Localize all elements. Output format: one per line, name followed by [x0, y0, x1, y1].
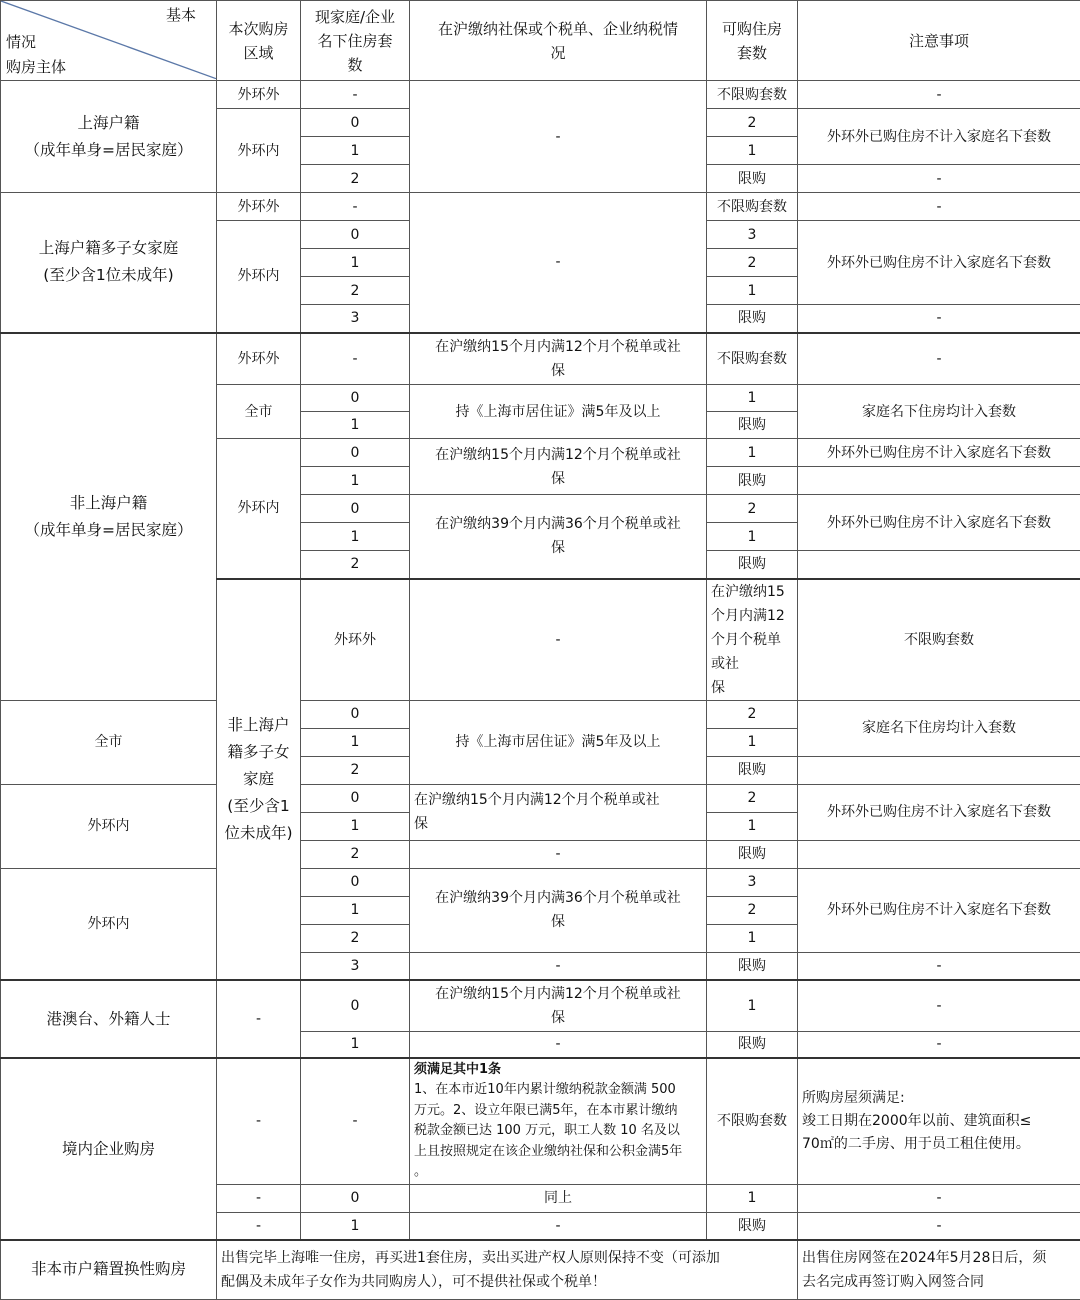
allowed-cell: 1	[707, 812, 798, 840]
area-cell: 外环外	[217, 333, 301, 385]
note-cell: -	[798, 952, 1080, 980]
note-cell: 外环外已购住房不计入家庭名下套数	[798, 109, 1080, 165]
allowed-cell: 1	[707, 924, 798, 952]
table-row	[1, 784, 1080, 812]
condition-cell: -	[410, 840, 707, 868]
condition-cell: 持《上海市居住证》满5年及以上	[410, 700, 707, 784]
allowed-cell: 3	[707, 868, 798, 896]
table-row	[1, 980, 1080, 1031]
count-cell: 1	[301, 1212, 410, 1240]
count-cell: 0	[301, 700, 410, 728]
corner-label-mid: 情况	[6, 32, 36, 52]
allowed-cell: 2	[707, 700, 798, 728]
allowed-cell: 3	[707, 221, 798, 249]
count-cell: 1	[301, 412, 410, 439]
allowed-cell: 限购	[707, 952, 798, 980]
area-cell: -	[217, 1184, 301, 1212]
group-non-local-swap: 非本市户籍置换性购房	[1, 1240, 217, 1299]
allowed-cell: 限购	[707, 467, 798, 495]
count-cell: 0	[301, 385, 410, 412]
count-cell: 2	[301, 551, 410, 579]
corner-label-bottom: 购房主体	[6, 57, 66, 77]
count-cell: -	[301, 81, 410, 109]
note-cell-empty	[798, 756, 1080, 784]
note-cell-empty	[798, 467, 1080, 495]
allowed-cell: 限购	[707, 412, 798, 439]
area-cell: 外环内	[217, 439, 301, 579]
count-cell: 2	[301, 756, 410, 784]
area-cell: 外环内	[1, 868, 217, 980]
enterprise-note-cell: 所购房屋须满足: 竣工日期在2000年以前、建筑面积≤ 70㎡的二手房、用于员工租住使用。	[798, 1058, 1080, 1184]
count-cell: 0	[301, 109, 410, 137]
group-shanghai-multichild: 上海户籍多子女家庭 (至少含1位未成年)	[1, 193, 217, 333]
allowed-cell: 1	[707, 277, 798, 305]
condition-cell: 在沪缴纳39个月内满36个月个税单或社 保	[410, 868, 707, 952]
allowed-cell: 1	[707, 385, 798, 412]
condition-cell: 在沪缴纳15个月内满12个月个税单或社 保	[707, 579, 798, 701]
count-cell: 1	[301, 812, 410, 840]
count-cell: 2	[301, 165, 410, 193]
area-cell: 全市	[1, 700, 217, 784]
note-cell: 外环外已购住房不计入家庭名下套数	[798, 868, 1080, 952]
area-cell: 外环外	[217, 81, 301, 109]
allowed-cell: 2	[707, 784, 798, 812]
swap-condition-cell: 出售完毕上海唯一住房，再买进1套住房，卖出买进产权人原则保持不变（可添加 配偶及未成年子女作为共同购房人），可不提供社保或个税单！	[217, 1240, 798, 1299]
condition-cell: 在沪缴纳15个月内满12个月个税单或社 保	[410, 333, 707, 385]
table-row	[1, 333, 1080, 385]
allowed-cell: 限购	[707, 551, 798, 579]
table-row	[1, 193, 1080, 221]
condition-cell: 在沪缴纳15个月内满12个月个税单或社 保	[410, 980, 707, 1031]
condition-cell: 同上	[410, 1184, 707, 1212]
condition-cell: -	[410, 193, 707, 333]
group-hk-macau-taiwan-foreign: 港澳台、外籍人士	[1, 980, 217, 1058]
count-cell: 0	[301, 439, 410, 467]
count-cell: 0	[301, 1184, 410, 1212]
area-cell: 外环内	[217, 221, 301, 333]
count-cell: 2	[301, 840, 410, 868]
allowed-cell: 1	[707, 980, 798, 1031]
table-row	[1, 1240, 1080, 1299]
note-cell: 外环外已购住房不计入家庭名下套数	[798, 439, 1080, 467]
condition-cell: -	[410, 1031, 707, 1058]
count-cell: 0	[301, 221, 410, 249]
condition-cell: 在沪缴纳39个月内满36个月个税单或社 保	[410, 495, 707, 579]
allowed-cell: 1	[707, 523, 798, 551]
count-cell: 0	[301, 784, 410, 812]
note-cell: -	[798, 980, 1080, 1031]
allowed-cell: 2	[707, 896, 798, 924]
table-row	[1, 1058, 1080, 1184]
note-cell: 家庭名下住房均计入套数	[798, 385, 1080, 439]
table-row	[1, 81, 1080, 109]
allowed-cell: 1	[707, 439, 798, 467]
condition-cell: -	[410, 81, 707, 193]
note-cell: -	[798, 333, 1080, 385]
allowed-cell: 限购	[707, 305, 798, 333]
note-cell-empty	[798, 840, 1080, 868]
allowed-cell: 1	[707, 728, 798, 756]
count-cell: 1	[301, 249, 410, 277]
allowed-cell: 1	[707, 137, 798, 165]
group-non-shanghai: 非上海户籍 （成年单身=居民家庭）	[1, 333, 217, 701]
count-cell: 1	[301, 896, 410, 924]
condition-cell: 在沪缴纳15个月内满12个月个税单或社 保	[410, 439, 707, 495]
count-cell: -	[301, 193, 410, 221]
header-area: 本次购房 区域	[217, 1, 301, 81]
note-cell: -	[798, 1184, 1080, 1212]
group-shanghai-hukou: 上海户籍 （成年单身=居民家庭）	[1, 81, 217, 193]
note-cell: -	[798, 193, 1080, 221]
count-cell: 0	[301, 980, 410, 1031]
count-cell: -	[410, 579, 707, 701]
group-domestic-enterprise: 境内企业购房	[1, 1058, 217, 1240]
note-cell: 外环外已购住房不计入家庭名下套数	[798, 221, 1080, 305]
area-cell: 外环内	[1, 784, 217, 868]
count-cell: 1	[301, 523, 410, 551]
corner-label-top: 基本	[166, 5, 196, 25]
allowed-cell: 不限购套数	[707, 1058, 798, 1184]
allowed-cell: 不限购套数	[707, 333, 798, 385]
allowed-cell: 限购	[707, 756, 798, 784]
allowed-cell: 不限购套数	[707, 81, 798, 109]
count-cell: 1	[301, 137, 410, 165]
swap-note-cell: 出售住房网签在2024年5月28日后，须 去名完成再签订购入网签合同	[798, 1240, 1080, 1299]
area-cell: -	[217, 980, 301, 1058]
note-cell: -	[798, 305, 1080, 333]
table-row	[1, 700, 1080, 728]
allowed-cell: 2	[707, 495, 798, 523]
group-non-shanghai-multichild: 非上海户籍多子女家庭 (至少含1位未成年)	[217, 579, 301, 981]
note-cell: 外环外已购住房不计入家庭名下套数	[798, 495, 1080, 551]
count-cell: 2	[301, 277, 410, 305]
allowed-cell: 限购	[707, 165, 798, 193]
count-cell: 1	[301, 467, 410, 495]
count-cell: 2	[301, 924, 410, 952]
count-cell: 3	[301, 952, 410, 980]
table-row	[1, 868, 1080, 896]
count-cell: 0	[301, 495, 410, 523]
allowed-cell: 不限购套数	[707, 193, 798, 221]
count-cell: -	[301, 1058, 410, 1184]
header-owned-count: 现家庭/企业 名下住房套 数	[301, 1, 410, 81]
header-row	[1, 1, 1080, 81]
header-notes: 注意事项	[798, 1, 1080, 81]
enterprise-condition-cell: 须满足其中1条 1、在本市近10年内累计缴纳税款金额满 500 万元。2、设立年限已满5年，在本市累计缴纳 税款金额已达 100 万元，职工人数 10 名及以 上且按照规定在该企业缴纳社保和公积金满5年 。	[410, 1058, 707, 1184]
note-cell: -	[798, 165, 1080, 193]
note-cell: -	[798, 1212, 1080, 1240]
count-cell: 1	[301, 728, 410, 756]
note-cell: 家庭名下住房均计入套数	[798, 700, 1080, 756]
count-cell: 3	[301, 305, 410, 333]
area-cell: -	[217, 1212, 301, 1240]
note-cell: -	[798, 1031, 1080, 1058]
allowed-cell: 不限购套数	[798, 579, 1080, 701]
area-cell: 外环外	[301, 579, 410, 701]
note-cell: -	[798, 81, 1080, 109]
allowed-cell: 限购	[707, 840, 798, 868]
count-cell: -	[301, 333, 410, 385]
condition-cell: 在沪缴纳15个月内满12个月个税单或社 保	[410, 784, 707, 840]
allowed-cell: 2	[707, 109, 798, 137]
condition-cell: -	[410, 1212, 707, 1240]
area-cell: 全市	[217, 385, 301, 439]
condition-cell: -	[410, 952, 707, 980]
header-tax-condition: 在沪缴纳社保或个税单、企业纳税情 况	[410, 1, 707, 81]
note-cell-empty	[798, 551, 1080, 579]
note-cell: 外环外已购住房不计入家庭名下套数	[798, 784, 1080, 840]
allowed-cell: 1	[707, 1184, 798, 1212]
area-cell: 外环内	[217, 109, 301, 193]
allowed-cell: 限购	[707, 1031, 798, 1058]
header-allowed-count: 可购住房 套数	[707, 1, 798, 81]
condition-cell: 持《上海市居住证》满5年及以上	[410, 385, 707, 439]
area-cell: 外环外	[217, 193, 301, 221]
allowed-cell: 限购	[707, 1212, 798, 1240]
area-cell: -	[217, 1058, 301, 1184]
allowed-cell: 2	[707, 249, 798, 277]
count-cell: 0	[301, 868, 410, 896]
count-cell: 1	[301, 1031, 410, 1058]
corner-header-cell	[1, 1, 217, 81]
